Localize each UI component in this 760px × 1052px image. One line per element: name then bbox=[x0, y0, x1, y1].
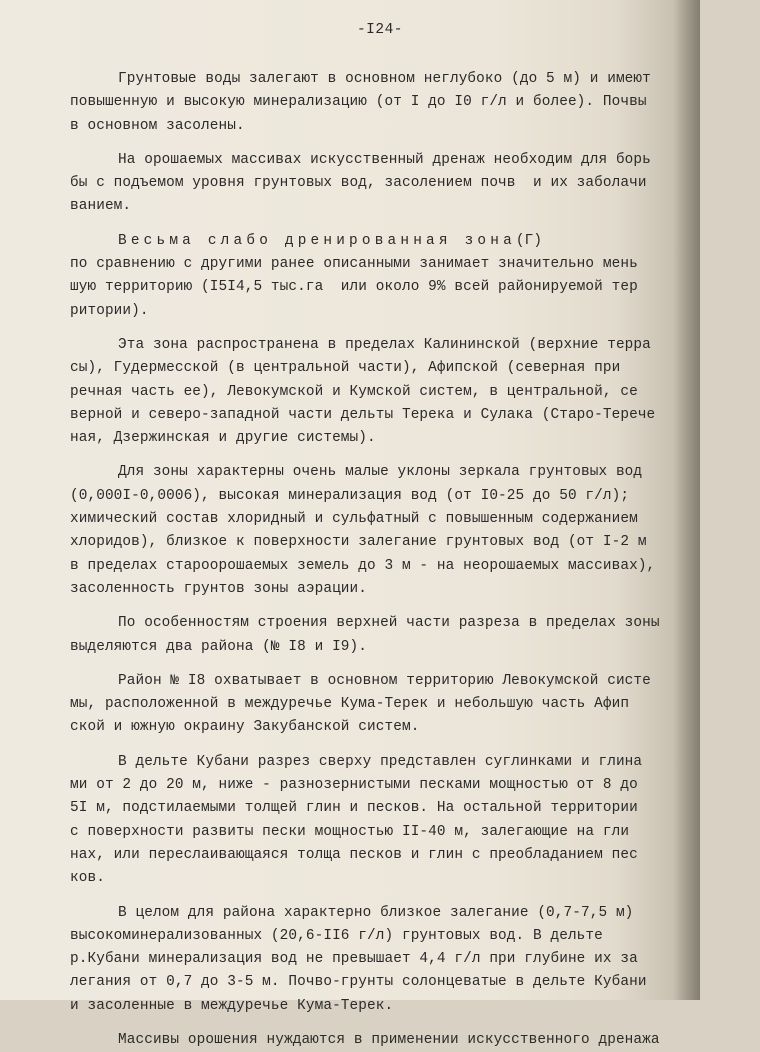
text-line: Эта зона распространена в пределах Калининской (верхние терра bbox=[118, 336, 651, 353]
text-line: ванием. bbox=[70, 198, 132, 215]
zone-heading: Весьма слабо дренированная зона bbox=[118, 232, 516, 249]
page-number: -I24- bbox=[356, 22, 403, 38]
text-line: выделяются два района (№ I8 и I9). bbox=[70, 638, 368, 655]
text-line: На орошаемых массивах искусственный дренаж необходим для борь bbox=[118, 151, 651, 168]
text-line: легания от 0,7 до 3-5 м. Почво-грунты солонцеватые в дельте Кубани bbox=[70, 974, 647, 991]
text-line: повышенную и высокую минерализацию (от I до I0 г/л и более). Почвы bbox=[70, 94, 647, 111]
text-line: Грунтовые воды залегают в основном неглубоко (до 5 м) и имеют bbox=[118, 71, 651, 87]
text-line: ми от 2 до 20 м, ниже - разнозернистыми песками мощностью от 8 до bbox=[70, 777, 638, 794]
text-line: в основном засолены. bbox=[70, 117, 245, 134]
text-line: ная, Дзержинская и другие системы). bbox=[70, 430, 376, 447]
body-text bbox=[0, 68, 700, 1052]
text-line: сы), Гудермесской (в центральной части), Афипской (северная при bbox=[70, 360, 621, 377]
text-line: Для зоны характерны очень малые уклоны зеркала грунтовых вод bbox=[118, 464, 643, 481]
text-line: и засоленные в междуречье Кума-Терек. bbox=[70, 997, 394, 1014]
text-line: (0,000I-0,0006), высокая минерализация вод (от I0-25 до 50 г/л); bbox=[70, 487, 630, 504]
text-line: речная часть ее), Левокумской и Кумской систем, в центральной, се bbox=[70, 383, 638, 400]
text-line: с поверхности развиты пески мощностью II-40 м, залегающие на гли bbox=[70, 823, 630, 840]
text-line: В дельте Кубани разрез сверху представлен суглинками и глина bbox=[118, 753, 643, 770]
text-line: в пределах староорошаемых земель до 3 м - на неорошаемых массивах), bbox=[70, 557, 656, 574]
text-line: По особенностям строения верхней части разреза в пределах зоны bbox=[118, 615, 660, 632]
text-line: ритории). bbox=[70, 302, 149, 319]
text-line: Район № I8 охватывает в основном территорию Левокумской систе bbox=[118, 672, 651, 689]
text-line: хлоридов), близкое к поверхности залегание грунтовых вод (от I-2 м bbox=[70, 534, 647, 551]
text-line: высокоминерализованных (20,6-II6 г/л) грунтовых вод. В дельте bbox=[70, 927, 603, 944]
zone-label: (Г) bbox=[515, 232, 543, 249]
text-line: химический состав хлоридный и сульфатный с повышенным содержанием bbox=[70, 511, 638, 528]
text-line: Массивы орошения нуждаются в применении искусственного дренажа bbox=[118, 1031, 660, 1048]
text-line bbox=[0, 230, 700, 253]
text-line: мы, расположенной в междуречье Кума-Терек и небольшую часть Афип bbox=[70, 696, 630, 713]
text-line: ков. bbox=[70, 870, 105, 887]
text-line: верной и северо-западной части дельты Терека и Сулака (Старо-Терече bbox=[70, 406, 656, 423]
text-line: бы с подъемом уровня грунтовых вод, засолением почв и их заболачи bbox=[70, 175, 647, 192]
text-line: В целом для района характерно близкое залегание (0,7-7,5 м) bbox=[118, 904, 634, 921]
text-line: ской и южную окраину Закубанской систем. bbox=[70, 719, 420, 736]
text-line: по сравнению с другими ранее описанными занимает значительно мень bbox=[70, 256, 638, 273]
text-line: р.Кубани минерализация вод не превышает 4,4 г/л при глубине их за bbox=[70, 951, 638, 968]
text-line: 5I м, подстилаемыми толщей глин и песков. На остальной территории bbox=[70, 800, 638, 817]
text-line: нах, или переслаивающаяся толща песков и глин с преобладанием пес bbox=[70, 846, 638, 863]
text-line: засоленность грунтов зоны аэрации. bbox=[70, 580, 368, 597]
text-line: шую территорию (I5I4,5 тыс.га или около 9% всей районируемой тер bbox=[70, 279, 638, 296]
